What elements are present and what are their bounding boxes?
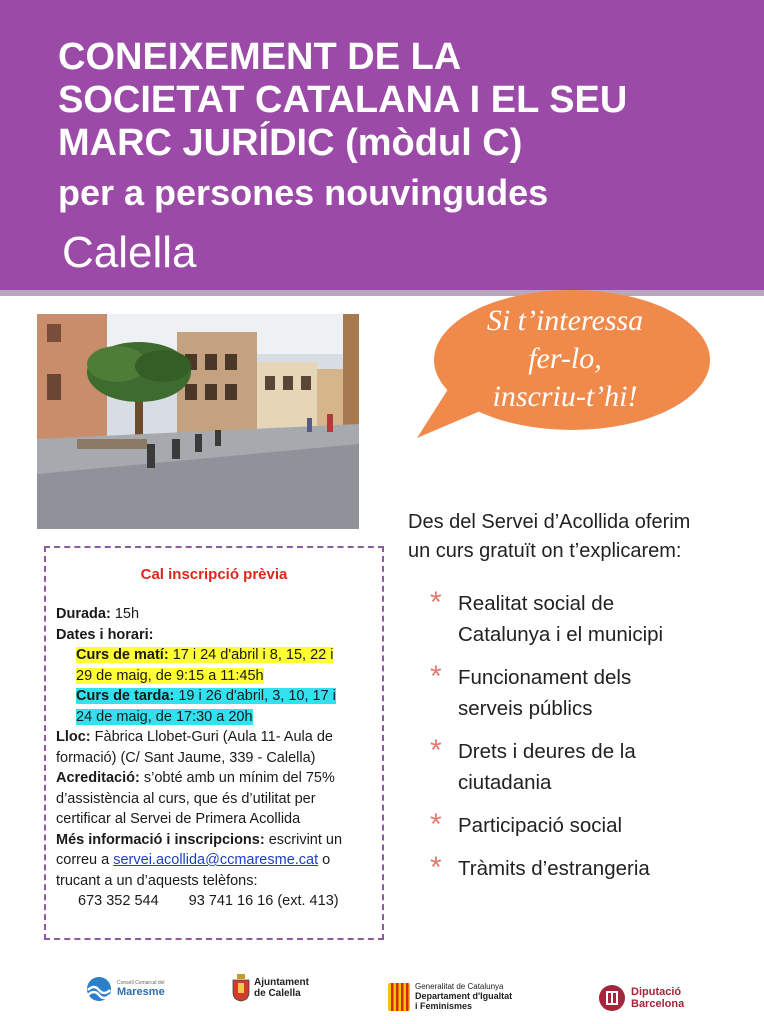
- accreditation-line: d’assistència al curs, que és d’utilitat per: [56, 790, 316, 807]
- accreditation-line: certificar al Servei de Primera Acollida: [56, 811, 301, 827]
- bubble-line: inscriu-t’hi!: [492, 380, 638, 413]
- sponsor-logos: [0, 970, 764, 1024]
- calella-logo: [232, 974, 309, 1002]
- list-item: [430, 736, 750, 798]
- benefit-line: Funcionament dels: [458, 666, 632, 689]
- calella-line: de Calella: [254, 988, 301, 999]
- intro-text: [408, 508, 748, 566]
- maresme-wave-icon: [84, 976, 114, 1002]
- info-body: [56, 604, 378, 912]
- diba-line: Diputació: [631, 986, 682, 998]
- benefit-line: ciutadania: [458, 771, 552, 794]
- header-banner: [0, 0, 764, 290]
- benefit-line: Catalunya i el municipi: [458, 623, 664, 646]
- street-photo: [37, 314, 359, 529]
- list-item: [430, 662, 750, 724]
- duration-value: 15h: [110, 606, 140, 622]
- calella-line: Ajuntament: [254, 977, 309, 988]
- benefit-line: Realitat social de: [458, 592, 615, 615]
- title-line: CONEIXEMENT DE LA: [58, 36, 462, 78]
- morning-label: Curs de matí:: [76, 647, 169, 663]
- bubble-line: fer-lo,: [528, 342, 602, 375]
- benefit-line: serveis públics: [458, 697, 593, 720]
- place-label: Lloc:: [56, 729, 91, 745]
- more-info-line: escrivint un: [264, 831, 343, 848]
- benefit-line: Drets i deures de la: [458, 740, 636, 763]
- email-link[interactable]: servei.acollida@ccmaresme.cat: [113, 852, 319, 868]
- afternoon-course: [76, 688, 336, 704]
- registration-heading: Cal inscripció prèvia: [140, 566, 288, 583]
- intro-line: un curs gratuït on t’explicarem:: [408, 540, 682, 562]
- registration-info-box: [44, 546, 384, 940]
- diba-seal-icon: [598, 984, 626, 1012]
- diba-line: Barcelona: [631, 998, 685, 1010]
- afternoon-line: 24 de maig, de 17:30 a 20h: [76, 708, 253, 725]
- maresme-name: Maresme: [117, 986, 165, 998]
- title-line: MARC JURÍDIC (mòdul C): [58, 122, 523, 164]
- benefits-list: [430, 588, 750, 896]
- more-info-label: Més informació i inscripcions:: [56, 831, 265, 848]
- asterisk-bullet-icon: *: [430, 586, 442, 619]
- maresme-logo: [84, 976, 165, 1002]
- asterisk-bullet-icon: *: [430, 851, 442, 884]
- list-item: [430, 810, 750, 841]
- gencat-flag-icon: [388, 983, 410, 1011]
- bubble-text: [440, 302, 690, 416]
- page-title: [58, 36, 627, 165]
- asterisk-bullet-icon: *: [430, 808, 442, 841]
- maresme-small-text: Consell Comarcal del: [117, 980, 165, 986]
- city-name: Calella: [62, 228, 197, 277]
- gencat-line: i Feminismes: [415, 1001, 473, 1011]
- more-info-line: trucant a un d’aquests telèfons:: [56, 872, 258, 889]
- afternoon-label: Curs de tarda:: [76, 688, 175, 704]
- phone-number: 673 352 544: [78, 893, 159, 909]
- morning-line: 29 de maig, de 9:15 a 11:45h: [76, 667, 264, 684]
- bubble-line: Si t’interessa: [486, 304, 644, 337]
- gencat-line: Departament d'Igualtat: [415, 991, 513, 1001]
- calella-shield-icon: [232, 974, 250, 1002]
- dates-label: Dates i horari:: [56, 626, 154, 643]
- place-line: formació) (C/ Sant Jaume, 339 - Calella): [56, 749, 316, 766]
- asterisk-bullet-icon: *: [430, 734, 442, 767]
- phone-number: 93 741 16 16 (ext. 413): [188, 893, 339, 909]
- page-subtitle: per a persones nouvingudes: [58, 172, 549, 213]
- accreditation-line: s’obté amb un mínim del 75%: [139, 770, 335, 786]
- benefit-line: Tràmits d’estrangeria: [458, 857, 650, 880]
- place-line: Fàbrica Llobet-Guri (Aula 11- Aula de: [90, 729, 333, 745]
- afternoon-line: 19 i 26 d'abril, 3, 10, 17 i: [174, 688, 336, 704]
- accreditation-label: Acreditació:: [56, 770, 140, 786]
- title-line: SOCIETAT CATALANA I EL SEU: [58, 79, 628, 121]
- list-item: [430, 588, 750, 650]
- benefit-line: Participació social: [458, 814, 623, 837]
- gencat-line: Generalitat de Catalunya: [415, 982, 504, 991]
- intro-line: Des del Servei d’Acollida oferim: [408, 511, 691, 533]
- more-info-line: correu a: [56, 852, 114, 868]
- asterisk-bullet-icon: *: [430, 660, 442, 693]
- morning-line: 17 i 24 d'abril i 8, 15, 22 i: [168, 647, 334, 663]
- diba-logo: [598, 984, 684, 1012]
- list-item: [430, 853, 750, 884]
- duration-label: Durada:: [56, 606, 111, 622]
- gencat-logo: [388, 982, 512, 1011]
- morning-course: [76, 647, 333, 663]
- more-info-line: o: [318, 852, 331, 868]
